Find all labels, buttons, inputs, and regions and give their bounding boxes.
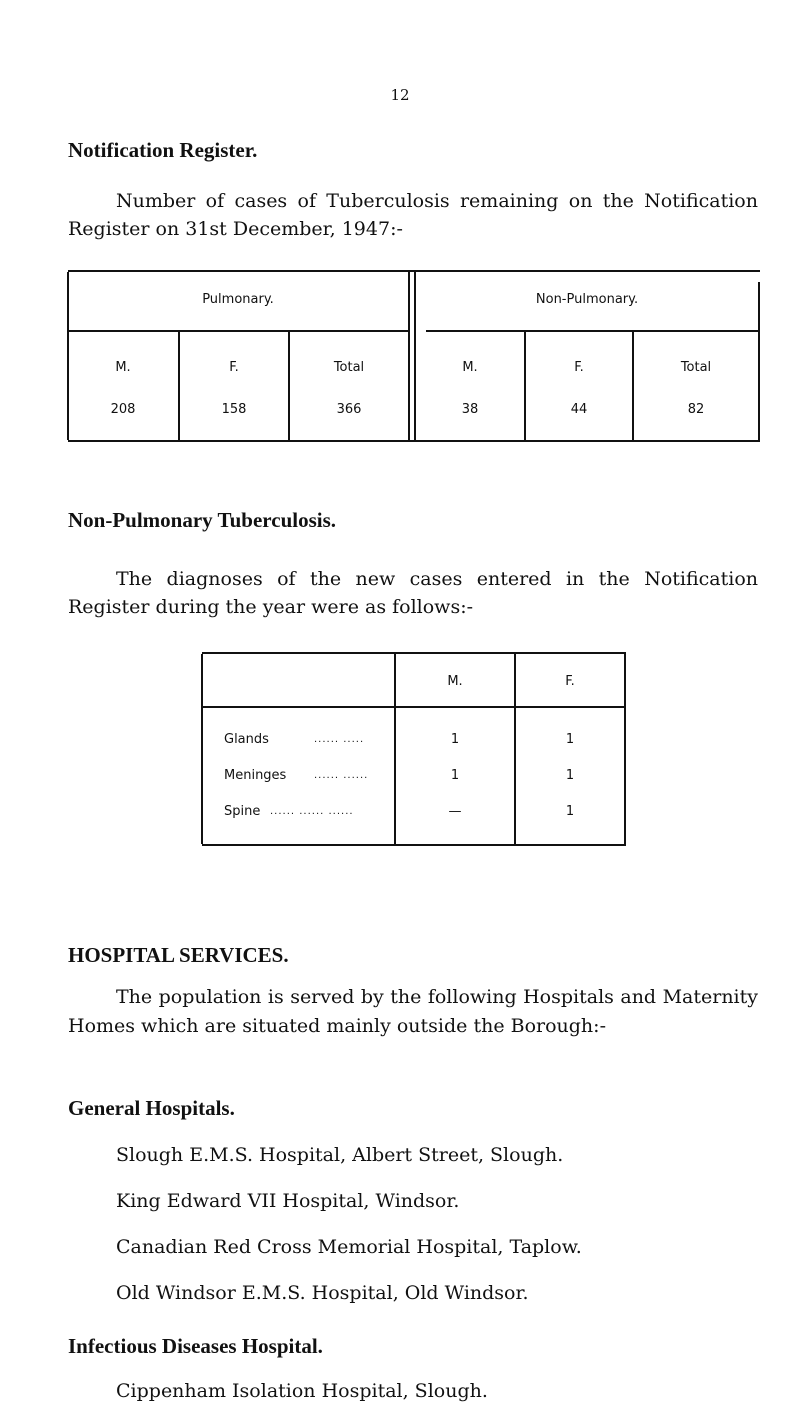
hospital-services-paragraph [68, 983, 758, 1041]
col-pulmonary-m: M. [115, 360, 131, 375]
infectious-diseases-heading: Infectious Diseases Hospital. [68, 1334, 323, 1358]
notification-paragraph [68, 187, 758, 243]
general-hospital-item: Canadian Red Cross Memorial Hospital, Taplow. [116, 1236, 582, 1258]
value-nonpulmonary-total: 82 [687, 402, 705, 417]
row-dots-glands: ...... ..... [314, 734, 365, 745]
infectious-hospital-item: Cippenham Isolation Hospital, Slough. [116, 1380, 488, 1402]
col-f: F. [565, 674, 575, 689]
value-pulmonary-total: 366 [336, 402, 362, 417]
general-hospital-item: Slough E.M.S. Hospital, Albert Street, Slough. [116, 1144, 564, 1166]
general-hospital-item: Old Windsor E.M.S. Hospital, Old Windsor. [116, 1282, 529, 1304]
col-nonpulmonary-f: F. [574, 360, 584, 375]
col-nonpulmonary-m: M. [462, 360, 478, 375]
row-label-meninges: Meninges [224, 768, 287, 783]
row-m-meninges: 1 [450, 768, 460, 783]
notification-paragraph-text: Number of cases of Tuberculosis remaining on the Notification Register on 31st December, 1947:- [68, 190, 758, 240]
notification-table [68, 270, 760, 442]
non-pulmonary-paragraph-text: The diagnoses of the new cases entered in the Notification Register during the year were as follows:- [68, 568, 758, 618]
value-nonpulmonary-m: 38 [461, 402, 479, 417]
group-pulmonary: Pulmonary. [202, 292, 274, 307]
row-m-glands: 1 [450, 732, 460, 747]
group-non-pulmonary: Non-Pulmonary. [535, 292, 639, 307]
diagnoses-table [202, 652, 626, 846]
col-m: M. [447, 674, 463, 689]
row-f-meninges: 1 [565, 768, 575, 783]
col-nonpulmonary-total: Total [680, 360, 712, 375]
non-pulmonary-heading: Non-Pulmonary Tuberculosis. [68, 508, 337, 532]
hospital-services-heading: HOSPITAL SERVICES. [68, 943, 289, 967]
row-m-spine: — [448, 804, 462, 819]
row-f-glands: 1 [565, 732, 575, 747]
hospital-services-paragraph-text: The population is served by the following Hospitals and Maternity Homes which are situated mainly outside the Borough:- [68, 986, 758, 1037]
row-f-spine: 1 [565, 804, 575, 819]
general-hospitals-heading: General Hospitals. [68, 1096, 235, 1120]
col-pulmonary-total: Total [333, 360, 365, 375]
row-label-spine: Spine [224, 804, 261, 819]
general-hospital-item: King Edward VII Hospital, Windsor. [116, 1190, 460, 1212]
row-label-glands: Glands [224, 732, 269, 747]
row-dots-meninges: ...... ...... [314, 770, 369, 781]
value-nonpulmonary-f: 44 [570, 402, 588, 417]
non-pulmonary-paragraph [68, 565, 758, 621]
value-pulmonary-f: 158 [221, 402, 247, 417]
notification-heading: Notification Register. [68, 138, 258, 162]
page-number: 12 [390, 86, 410, 104]
value-pulmonary-m: 208 [110, 402, 136, 417]
col-pulmonary-f: F. [229, 360, 239, 375]
row-dots-spine: ...... ...... ...... [270, 806, 354, 817]
